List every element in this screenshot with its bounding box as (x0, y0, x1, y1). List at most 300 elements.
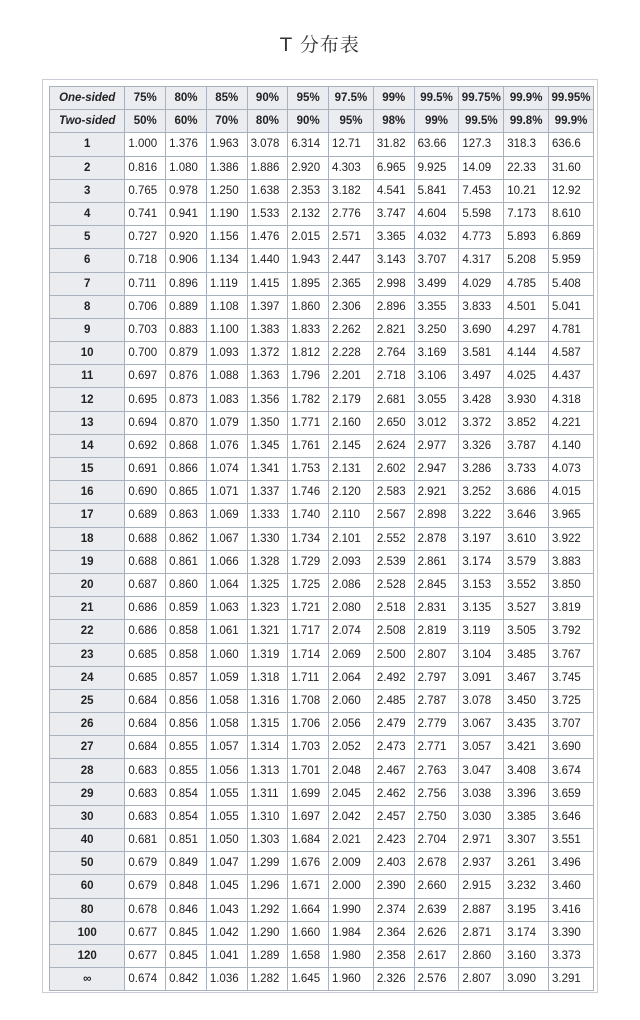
degrees-of-freedom-cell: 7 (50, 272, 125, 295)
critical-value-cell: 4.541 (373, 179, 414, 202)
critical-value-cell: 1.383 (247, 318, 288, 341)
critical-value-cell: 3.390 (549, 921, 594, 944)
critical-value-cell: 1.057 (206, 736, 247, 759)
critical-value-cell: 1.734 (288, 527, 329, 550)
critical-value-cell: 1.315 (247, 713, 288, 736)
one-sided-header-cell: 85% (206, 87, 247, 110)
critical-value-cell: 3.579 (504, 550, 549, 573)
critical-value-cell: 1.701 (288, 759, 329, 782)
critical-value-cell: 0.856 (166, 713, 207, 736)
critical-value-cell: 0.845 (166, 944, 207, 967)
degrees-of-freedom-cell: ∞ (50, 968, 125, 991)
critical-value-cell: 1.076 (206, 434, 247, 457)
critical-value-cell: 3.038 (459, 782, 504, 805)
critical-value-cell: 2.457 (373, 805, 414, 828)
critical-value-cell: 4.221 (549, 411, 594, 434)
critical-value-cell: 1.093 (206, 342, 247, 365)
critical-value-cell: 0.684 (125, 736, 166, 759)
critical-value-cell: 1.311 (247, 782, 288, 805)
critical-value-cell: 1.319 (247, 643, 288, 666)
table-row (50, 388, 594, 411)
page-title: T 分布表 (280, 34, 360, 56)
critical-value-cell: 2.353 (288, 179, 329, 202)
table-body (50, 133, 594, 991)
critical-value-cell: 1.350 (247, 411, 288, 434)
critical-value-cell: 3.047 (459, 759, 504, 782)
critical-value-cell: 3.326 (459, 434, 504, 457)
critical-value-cell: 3.307 (504, 829, 549, 852)
table-row (50, 875, 594, 898)
critical-value-cell: 3.135 (459, 597, 504, 620)
table-row (50, 504, 594, 527)
table-row (50, 597, 594, 620)
critical-value-cell: 2.485 (373, 689, 414, 712)
critical-value-cell: 3.467 (504, 666, 549, 689)
two-sided-header-cell: 60% (166, 110, 207, 133)
critical-value-cell: 0.859 (166, 597, 207, 620)
critical-value-cell: 0.689 (125, 504, 166, 527)
critical-value-cell: 0.889 (166, 295, 207, 318)
one-sided-header-cell: 99.5% (414, 87, 459, 110)
two-sided-header-cell: 99.5% (459, 110, 504, 133)
critical-value-cell: 0.683 (125, 759, 166, 782)
critical-value-cell: 1.703 (288, 736, 329, 759)
degrees-of-freedom-cell: 29 (50, 782, 125, 805)
table-row (50, 342, 594, 365)
critical-value-cell: 6.869 (549, 226, 594, 249)
critical-value-cell: 3.396 (504, 782, 549, 805)
critical-value-cell: 3.286 (459, 458, 504, 481)
critical-value-cell: 2.015 (288, 226, 329, 249)
critical-value-cell: 0.695 (125, 388, 166, 411)
table-row (50, 968, 594, 991)
critical-value-cell: 0.857 (166, 666, 207, 689)
degrees-of-freedom-cell: 28 (50, 759, 125, 782)
critical-value-cell: 3.182 (329, 179, 374, 202)
critical-value-cell: 6.965 (373, 156, 414, 179)
critical-value-cell: 3.222 (459, 504, 504, 527)
critical-value-cell: 2.508 (373, 620, 414, 643)
critical-value-cell: 0.849 (166, 852, 207, 875)
critical-value-cell: 4.437 (549, 365, 594, 388)
critical-value-cell: 0.873 (166, 388, 207, 411)
critical-value-cell: 0.866 (166, 458, 207, 481)
critical-value-cell: 0.896 (166, 272, 207, 295)
degrees-of-freedom-cell: 50 (50, 852, 125, 875)
critical-value-cell: 3.690 (459, 318, 504, 341)
critical-value-cell: 2.042 (329, 805, 374, 828)
table-row (50, 852, 594, 875)
critical-value-cell: 2.998 (373, 272, 414, 295)
critical-value-cell: 3.833 (459, 295, 504, 318)
table-row (50, 202, 594, 225)
critical-value-cell: 1.069 (206, 504, 247, 527)
critical-value-cell: 1.036 (206, 968, 247, 991)
critical-value-cell: 2.787 (414, 689, 459, 712)
critical-value-cell: 1.708 (288, 689, 329, 712)
critical-value-cell: 2.624 (373, 434, 414, 457)
critical-value-cell: 1.083 (206, 388, 247, 411)
two-sided-header-cell: 95% (329, 110, 374, 133)
critical-value-cell: 3.551 (549, 829, 594, 852)
degrees-of-freedom-cell: 21 (50, 597, 125, 620)
two-sided-header-cell: 99% (414, 110, 459, 133)
critical-value-cell: 4.144 (504, 342, 549, 365)
critical-value-cell: 1.282 (247, 968, 288, 991)
critical-value-cell: 3.385 (504, 805, 549, 828)
one-sided-header-cell: 99% (373, 87, 414, 110)
critical-value-cell: 1.290 (247, 921, 288, 944)
critical-value-cell: 0.694 (125, 411, 166, 434)
critical-value-cell: 2.228 (329, 342, 374, 365)
critical-value-cell: 3.965 (549, 504, 594, 527)
table-row (50, 272, 594, 295)
critical-value-cell: 1.071 (206, 481, 247, 504)
critical-value-cell: 2.021 (329, 829, 374, 852)
critical-value-cell: 2.898 (414, 504, 459, 527)
critical-value-cell: 0.883 (166, 318, 207, 341)
critical-value-cell: 1.292 (247, 898, 288, 921)
critical-value-cell: 31.60 (549, 156, 594, 179)
critical-value-cell: 3.659 (549, 782, 594, 805)
critical-value-cell: 1.047 (206, 852, 247, 875)
critical-value-cell: 3.197 (459, 527, 504, 550)
critical-value-cell: 1.796 (288, 365, 329, 388)
critical-value-cell: 4.604 (414, 202, 459, 225)
two-sided-header-cell: 70% (206, 110, 247, 133)
critical-value-cell: 1.782 (288, 388, 329, 411)
critical-value-cell: 1.303 (247, 829, 288, 852)
critical-value-cell: 0.697 (125, 365, 166, 388)
critical-value-cell: 3.505 (504, 620, 549, 643)
critical-value-cell: 4.297 (504, 318, 549, 341)
critical-value-cell: 2.617 (414, 944, 459, 967)
critical-value-cell: 1.060 (206, 643, 247, 666)
critical-value-cell: 0.678 (125, 898, 166, 921)
critical-value-cell: 1.066 (206, 550, 247, 573)
critical-value-cell: 3.690 (549, 736, 594, 759)
critical-value-cell: 3.745 (549, 666, 594, 689)
critical-value-cell: 2.423 (373, 829, 414, 852)
table-row (50, 434, 594, 457)
critical-value-cell: 4.303 (329, 156, 374, 179)
critical-value-cell: 1.330 (247, 527, 288, 550)
critical-value-cell: 1.250 (206, 179, 247, 202)
critical-value-cell: 3.090 (504, 968, 549, 991)
critical-value-cell: 2.831 (414, 597, 459, 620)
critical-value-cell: 3.435 (504, 713, 549, 736)
critical-value-cell: 3.372 (459, 411, 504, 434)
degrees-of-freedom-cell: 120 (50, 944, 125, 967)
critical-value-cell: 0.688 (125, 527, 166, 550)
one-sided-header-row (50, 87, 594, 110)
critical-value-cell: 3.725 (549, 689, 594, 712)
critical-value-cell: 1.190 (206, 202, 247, 225)
critical-value-cell: 3.160 (504, 944, 549, 967)
critical-value-cell: 6.314 (288, 133, 329, 156)
critical-value-cell: 318.3 (504, 133, 549, 156)
critical-value-cell: 3.416 (549, 898, 594, 921)
critical-value-cell: 1.638 (247, 179, 288, 202)
critical-value-cell: 4.781 (549, 318, 594, 341)
critical-value-cell: 2.937 (459, 852, 504, 875)
critical-value-cell: 2.160 (329, 411, 374, 434)
degrees-of-freedom-cell: 2 (50, 156, 125, 179)
critical-value-cell: 2.947 (414, 458, 459, 481)
critical-value-cell: 1.386 (206, 156, 247, 179)
critical-value-cell: 1.314 (247, 736, 288, 759)
critical-value-cell: 2.771 (414, 736, 459, 759)
critical-value-cell: 2.626 (414, 921, 459, 944)
critical-value-cell: 5.408 (549, 272, 594, 295)
one-sided-header-cell: 90% (247, 87, 288, 110)
critical-value-cell: 636.6 (549, 133, 594, 156)
critical-value-cell: 3.252 (459, 481, 504, 504)
table-row (50, 689, 594, 712)
critical-value-cell: 3.291 (549, 968, 594, 991)
table-row (50, 411, 594, 434)
critical-value-cell: 3.707 (549, 713, 594, 736)
critical-value-cell: 2.365 (329, 272, 374, 295)
critical-value-cell: 0.863 (166, 504, 207, 527)
critical-value-cell: 0.855 (166, 736, 207, 759)
critical-value-cell: 1.980 (329, 944, 374, 967)
critical-value-cell: 0.846 (166, 898, 207, 921)
critical-value-cell: 1.310 (247, 805, 288, 828)
critical-value-cell: 3.174 (504, 921, 549, 944)
critical-value-cell: 1.943 (288, 249, 329, 272)
critical-value-cell: 2.860 (459, 944, 504, 967)
critical-value-cell: 0.858 (166, 620, 207, 643)
critical-value-cell: 3.450 (504, 689, 549, 712)
table-row (50, 527, 594, 550)
two-sided-header-cell: 50% (125, 110, 166, 133)
critical-value-cell: 0.690 (125, 481, 166, 504)
critical-value-cell: 1.990 (329, 898, 374, 921)
critical-value-cell: 2.567 (373, 504, 414, 527)
critical-value-cell: 2.819 (414, 620, 459, 643)
critical-value-cell: 3.581 (459, 342, 504, 365)
critical-value-cell: 2.763 (414, 759, 459, 782)
critical-value-cell: 0.765 (125, 179, 166, 202)
critical-value-cell: 0.842 (166, 968, 207, 991)
critical-value-cell: 2.660 (414, 875, 459, 898)
two-sided-header-row (50, 110, 594, 133)
table-row (50, 295, 594, 318)
critical-value-cell: 9.925 (414, 156, 459, 179)
critical-value-cell: 7.453 (459, 179, 504, 202)
critical-value-cell: 0.677 (125, 944, 166, 967)
critical-value-cell: 1.372 (247, 342, 288, 365)
critical-value-cell: 1.043 (206, 898, 247, 921)
critical-value-cell: 0.684 (125, 689, 166, 712)
critical-value-cell: 5.041 (549, 295, 594, 318)
critical-value-cell: 3.078 (247, 133, 288, 156)
critical-value-cell: 0.674 (125, 968, 166, 991)
critical-value-cell: 1.296 (247, 875, 288, 898)
degrees-of-freedom-cell: 19 (50, 550, 125, 573)
critical-value-cell: 3.767 (549, 643, 594, 666)
one-sided-header-cell: 99.9% (504, 87, 549, 110)
critical-value-cell: 2.179 (329, 388, 374, 411)
critical-value-cell: 3.067 (459, 713, 504, 736)
critical-value-cell: 0.685 (125, 666, 166, 689)
critical-value-cell: 1.337 (247, 481, 288, 504)
critical-value-cell: 3.527 (504, 597, 549, 620)
degrees-of-freedom-cell: 14 (50, 434, 125, 457)
table-row (50, 666, 594, 689)
degrees-of-freedom-cell: 5 (50, 226, 125, 249)
critical-value-cell: 1.074 (206, 458, 247, 481)
critical-value-cell: 0.741 (125, 202, 166, 225)
critical-value-cell: 2.467 (373, 759, 414, 782)
critical-value-cell: 2.750 (414, 805, 459, 828)
degrees-of-freedom-cell: 20 (50, 573, 125, 596)
critical-value-cell: 2.500 (373, 643, 414, 666)
critical-value-cell: 1.058 (206, 689, 247, 712)
critical-value-cell: 1.706 (288, 713, 329, 736)
critical-value-cell: 2.074 (329, 620, 374, 643)
critical-value-cell: 1.645 (288, 968, 329, 991)
critical-value-cell: 0.870 (166, 411, 207, 434)
critical-value-cell: 1.088 (206, 365, 247, 388)
critical-value-cell: 1.415 (247, 272, 288, 295)
critical-value-cell: 2.048 (329, 759, 374, 782)
table-row (50, 620, 594, 643)
critical-value-cell: 4.032 (414, 226, 459, 249)
critical-value-cell: 3.646 (549, 805, 594, 828)
critical-value-cell: 1.079 (206, 411, 247, 434)
critical-value-cell: 4.587 (549, 342, 594, 365)
critical-value-cell: 0.711 (125, 272, 166, 295)
critical-value-cell: 2.479 (373, 713, 414, 736)
critical-value-cell: 0.706 (125, 295, 166, 318)
critical-value-cell: 3.747 (373, 202, 414, 225)
critical-value-cell: 0.941 (166, 202, 207, 225)
table-row (50, 805, 594, 828)
critical-value-cell: 1.397 (247, 295, 288, 318)
critical-value-cell: 0.879 (166, 342, 207, 365)
critical-value-cell: 4.773 (459, 226, 504, 249)
critical-value-cell: 2.845 (414, 573, 459, 596)
critical-value-cell: 0.688 (125, 550, 166, 573)
critical-value-cell: 2.080 (329, 597, 374, 620)
critical-value-cell: 1.067 (206, 527, 247, 550)
critical-value-cell: 0.686 (125, 620, 166, 643)
table-row (50, 759, 594, 782)
critical-value-cell: 0.681 (125, 829, 166, 852)
critical-value-cell: 1.717 (288, 620, 329, 643)
critical-value-cell: 3.261 (504, 852, 549, 875)
critical-value-cell: 0.684 (125, 713, 166, 736)
critical-value-cell: 0.920 (166, 226, 207, 249)
critical-value-cell: 2.093 (329, 550, 374, 573)
critical-value-cell: 3.499 (414, 272, 459, 295)
degrees-of-freedom-cell: 27 (50, 736, 125, 759)
critical-value-cell: 2.704 (414, 829, 459, 852)
critical-value-cell: 5.959 (549, 249, 594, 272)
critical-value-cell: 3.787 (504, 434, 549, 457)
critical-value-cell: 1.299 (247, 852, 288, 875)
critical-value-cell: 3.819 (549, 597, 594, 620)
critical-value-cell: 1.725 (288, 573, 329, 596)
table-row (50, 829, 594, 852)
degrees-of-freedom-cell: 18 (50, 527, 125, 550)
critical-value-cell: 3.686 (504, 481, 549, 504)
critical-value-cell: 2.718 (373, 365, 414, 388)
critical-value-cell: 0.687 (125, 573, 166, 596)
critical-value-cell: 2.069 (329, 643, 374, 666)
critical-value-cell: 0.854 (166, 805, 207, 828)
critical-value-cell: 3.497 (459, 365, 504, 388)
critical-value-cell: 0.692 (125, 434, 166, 457)
critical-value-cell: 0.691 (125, 458, 166, 481)
critical-value-cell: 1.658 (288, 944, 329, 967)
table-row (50, 179, 594, 202)
degrees-of-freedom-cell: 13 (50, 411, 125, 434)
critical-value-cell: 14.09 (459, 156, 504, 179)
critical-value-cell: 0.718 (125, 249, 166, 272)
two-sided-header-cell: 98% (373, 110, 414, 133)
critical-value-cell: 2.681 (373, 388, 414, 411)
critical-value-cell: 0.868 (166, 434, 207, 457)
two-sided-header-cell: 99.8% (504, 110, 549, 133)
critical-value-cell: 3.421 (504, 736, 549, 759)
critical-value-cell: 1.753 (288, 458, 329, 481)
critical-value-cell: 2.364 (373, 921, 414, 944)
critical-value-cell: 1.323 (247, 597, 288, 620)
critical-value-cell: 2.262 (329, 318, 374, 341)
degrees-of-freedom-cell: 12 (50, 388, 125, 411)
table-row (50, 365, 594, 388)
critical-value-cell: 1.345 (247, 434, 288, 457)
critical-value-cell: 3.610 (504, 527, 549, 550)
critical-value-cell: 1.771 (288, 411, 329, 434)
table-row (50, 249, 594, 272)
critical-value-cell: 5.208 (504, 249, 549, 272)
two-sided-label: Two-sided (50, 110, 125, 133)
table-row (50, 736, 594, 759)
critical-value-cell: 0.816 (125, 156, 166, 179)
critical-value-cell: 2.145 (329, 434, 374, 457)
degrees-of-freedom-cell: 60 (50, 875, 125, 898)
critical-value-cell: 5.893 (504, 226, 549, 249)
critical-value-cell: 2.977 (414, 434, 459, 457)
critical-value-cell: 2.009 (329, 852, 374, 875)
degrees-of-freedom-cell: 40 (50, 829, 125, 852)
critical-value-cell: 127.3 (459, 133, 504, 156)
critical-value-cell: 0.855 (166, 759, 207, 782)
critical-value-cell: 1.156 (206, 226, 247, 249)
critical-value-cell: 1.699 (288, 782, 329, 805)
critical-value-cell: 3.355 (414, 295, 459, 318)
degrees-of-freedom-cell: 30 (50, 805, 125, 828)
degrees-of-freedom-cell: 9 (50, 318, 125, 341)
critical-value-cell: 2.473 (373, 736, 414, 759)
critical-value-cell: 4.029 (459, 272, 504, 295)
critical-value-cell: 4.317 (459, 249, 504, 272)
critical-value-cell: 1.660 (288, 921, 329, 944)
critical-value-cell: 1.812 (288, 342, 329, 365)
critical-value-cell: 2.602 (373, 458, 414, 481)
critical-value-cell: 1.476 (247, 226, 288, 249)
degrees-of-freedom-cell: 10 (50, 342, 125, 365)
table-row (50, 133, 594, 156)
critical-value-cell: 2.821 (373, 318, 414, 341)
critical-value-cell: 2.358 (373, 944, 414, 967)
critical-value-cell: 2.201 (329, 365, 374, 388)
critical-value-cell: 22.33 (504, 156, 549, 179)
